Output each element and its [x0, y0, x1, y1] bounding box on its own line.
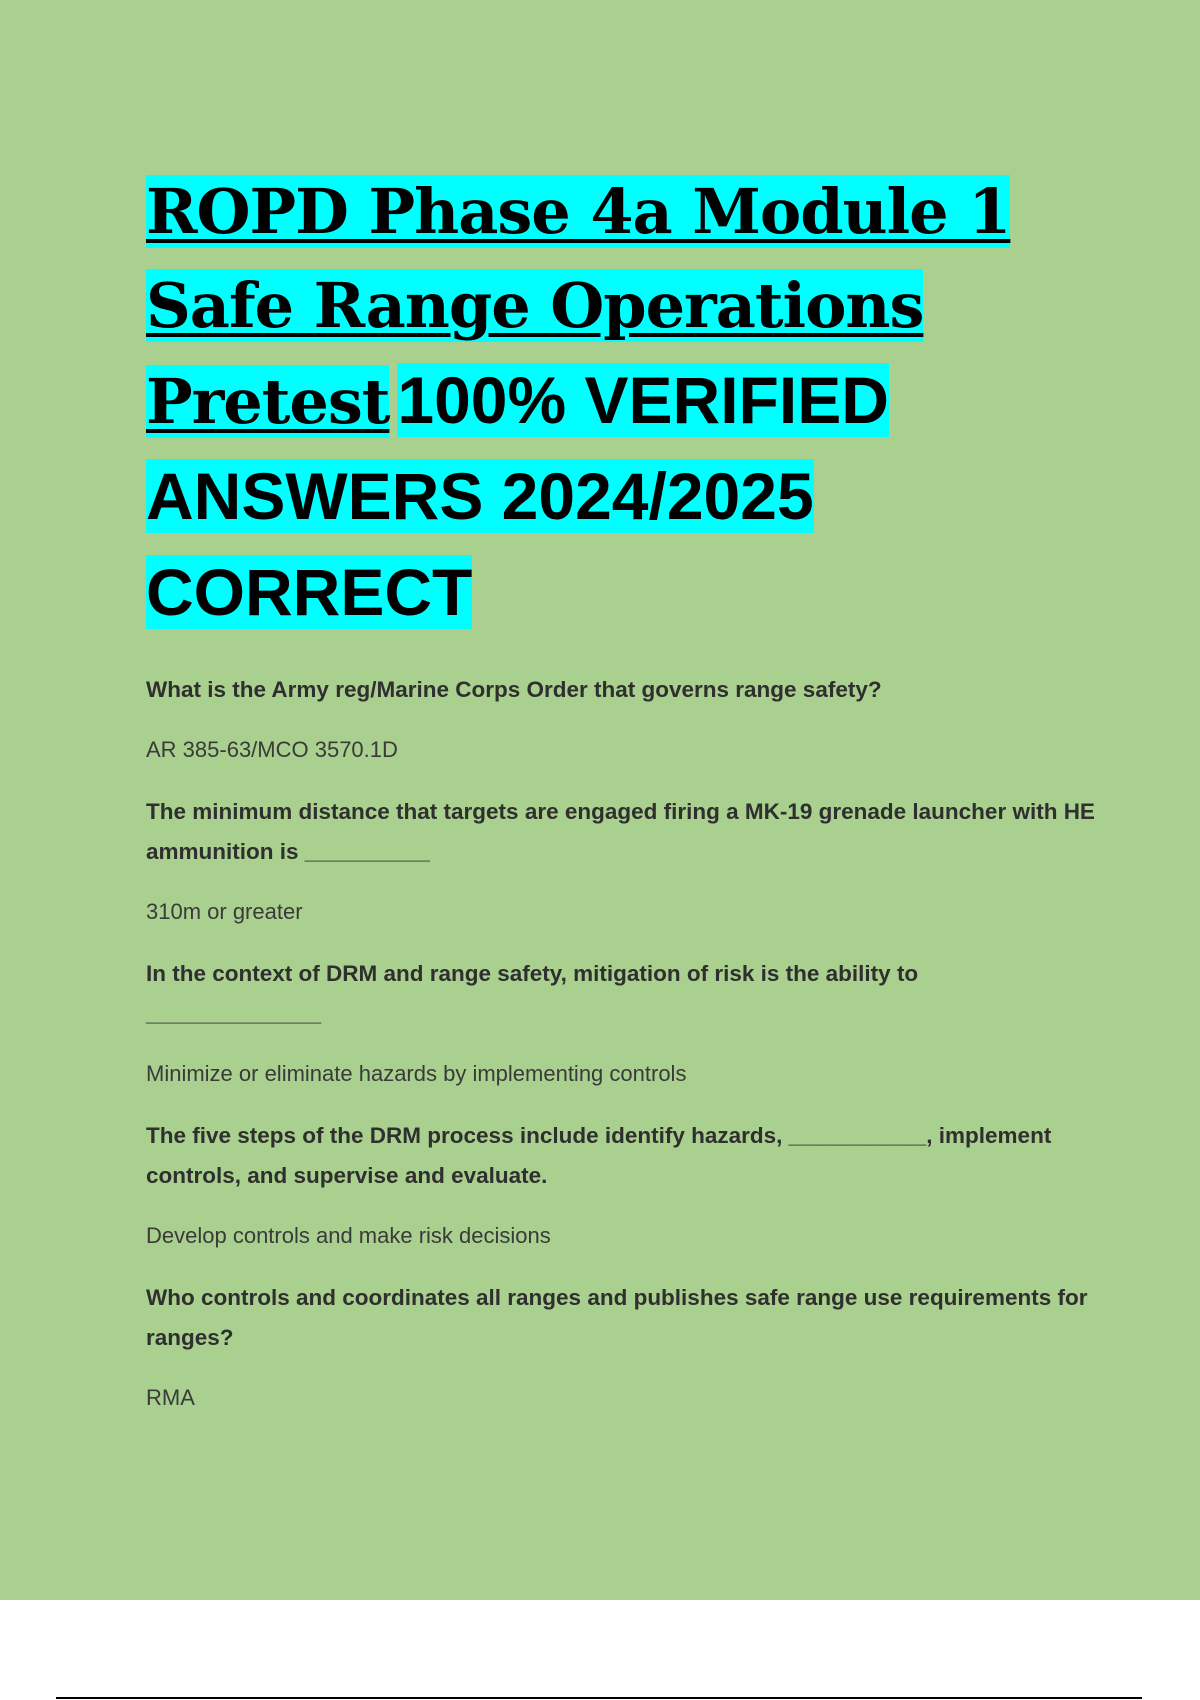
answer-3: Minimize or eliminate hazards by implementing controls — [146, 1061, 687, 1086]
question-4: The five steps of the DRM process include identify hazards, ___________, implement controls, and supervise and evaluate. — [146, 1123, 1052, 1188]
footer-divider — [56, 1697, 1142, 1699]
answer-1: AR 385-63/MCO 3570.1D — [146, 737, 398, 762]
title-sans-part: 100% VERIFIED ANSWERS 2024/2025 CORRECT — [146, 363, 889, 629]
qa-list — [146, 670, 1096, 1414]
question-5: Who controls and coordinates all ranges and publishes safe range use requirements for ranges? — [146, 1285, 1088, 1350]
answer-2: 310m or greater — [146, 899, 303, 924]
question-2: The minimum distance that targets are engaged firing a MK-19 grenade launcher with HE ammunition is __________ — [146, 799, 1095, 864]
document-content — [146, 170, 1096, 1440]
title-serif-part: ROPD Phase 4a Module 1 Safe Range Operations Pretest — [146, 175, 1011, 438]
answer-5: RMA — [146, 1385, 195, 1410]
answer-4: Develop controls and make risk decisions — [146, 1223, 551, 1248]
question-1: What is the Army reg/Marine Corps Order that governs range safety? — [146, 677, 882, 702]
document-title — [146, 170, 1096, 646]
question-3: In the context of DRM and range safety, mitigation of risk is the ability to ______________ — [146, 961, 919, 1026]
